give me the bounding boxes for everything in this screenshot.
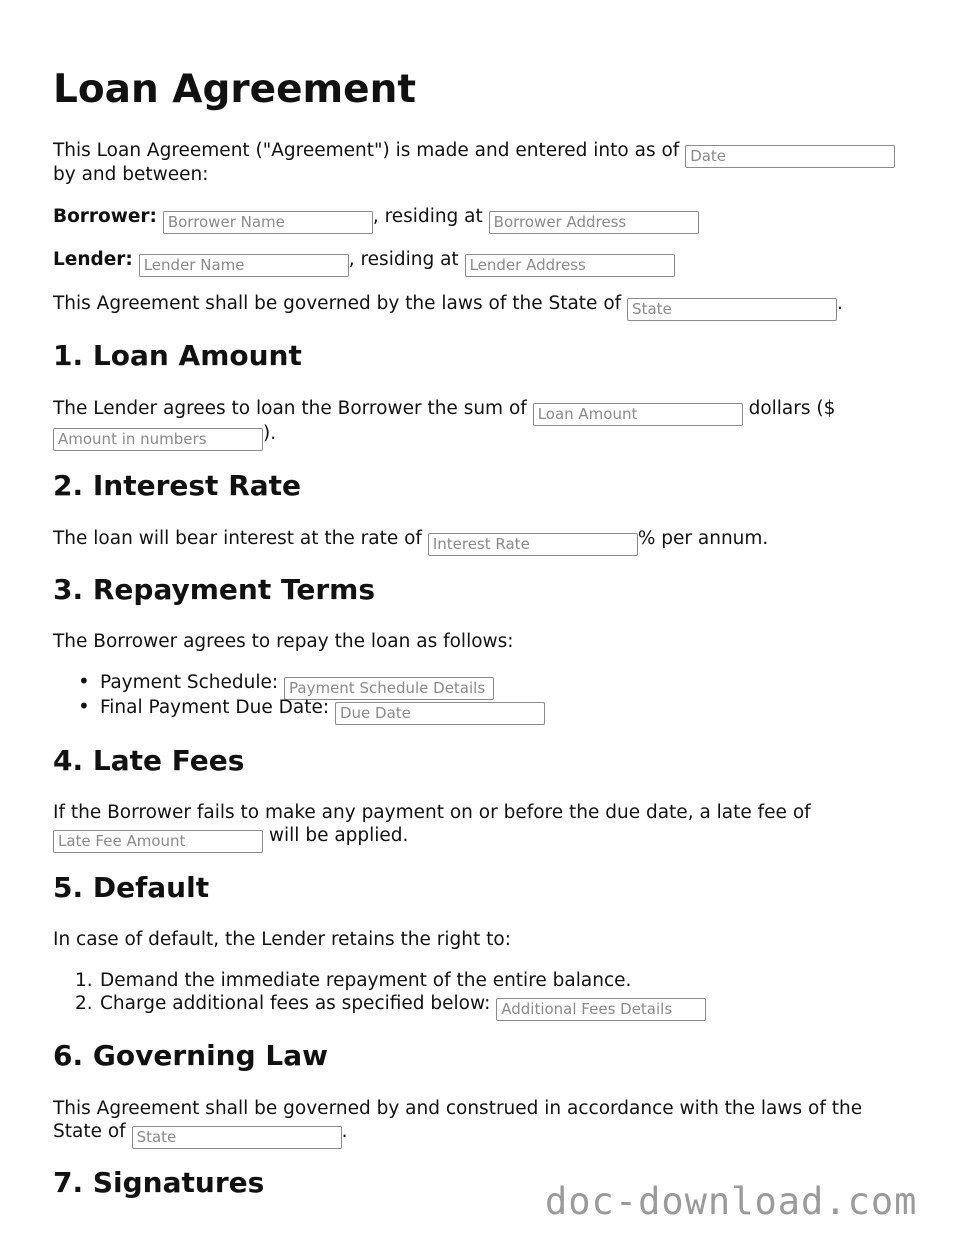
governed-line: [53, 292, 843, 321]
governed-end: .: [837, 293, 843, 314]
late-fee-suffix: will be applied.: [268, 825, 409, 846]
interest-text: The loan will bear interest at the rate of: [53, 528, 422, 549]
bullet-icon: •: [78, 694, 90, 718]
governed-text: This Agreement shall be governed by the laws of the State of: [53, 293, 622, 314]
loan-amount-input[interactable]: [533, 403, 743, 426]
due-date-item: [100, 696, 545, 725]
governing-law-text: This Agreement shall be governed by and construed in accordance with the laws of the: [53, 1098, 863, 1119]
default-text: In case of default, the Lender retains the right to:: [53, 929, 511, 950]
late-fee-line: [53, 824, 408, 853]
section-6-heading: 6. Governing Law: [53, 1039, 328, 1072]
borrower-label: Borrower:: [53, 206, 157, 227]
repayment-text: The Borrower agrees to repay the loan as follows:: [53, 631, 514, 652]
additional-fees-input[interactable]: [496, 998, 706, 1021]
governing-end: .: [341, 1121, 348, 1142]
lender-address-input[interactable]: [465, 254, 675, 277]
section-7-heading: 7. Signatures: [53, 1166, 265, 1199]
lender-line: [53, 248, 675, 277]
borrower-residing-text: , residing at: [372, 206, 483, 227]
section-4-heading: 4. Late Fees: [53, 744, 245, 777]
interest-rate-input[interactable]: [428, 533, 638, 556]
list-number: 1.: [75, 970, 93, 991]
lender-name-input[interactable]: [139, 254, 349, 277]
governing-state-line: [53, 1120, 347, 1149]
watermark-text: doc-download.com: [545, 1180, 918, 1223]
default-item-2-text: Charge additional fees as specified below:: [100, 993, 491, 1014]
due-date-label: Final Payment Due Date:: [100, 697, 330, 718]
late-fee-text: If the Borrower fails to make any payment on or before the due date, a late fee of: [53, 802, 811, 823]
dollars-text: dollars ($: [748, 398, 836, 419]
intro-continuation: by and between:: [53, 164, 209, 185]
amount-end: ).: [263, 423, 277, 444]
payment-schedule-label: Payment Schedule:: [100, 672, 279, 693]
page-title: Loan Agreement: [53, 67, 417, 112]
lender-label: Lender:: [53, 249, 133, 270]
amount-numbers-input[interactable]: [53, 428, 263, 451]
borrower-name-input[interactable]: [163, 211, 373, 234]
governing-state-input[interactable]: [132, 1126, 342, 1149]
bullet-icon: •: [78, 669, 90, 693]
amount-numbers-line: [53, 422, 276, 451]
section-5-heading: 5. Default: [53, 871, 210, 904]
intro-text: This Loan Agreement ("Agreement") is made and entered into as of: [53, 140, 680, 161]
borrower-address-input[interactable]: [489, 211, 699, 234]
interest-suffix: % per annum.: [637, 528, 769, 549]
section-3-heading: 3. Repayment Terms: [53, 573, 375, 606]
governing-state-text: State of: [53, 1121, 126, 1142]
section-2-heading: 2. Interest Rate: [53, 469, 302, 502]
default-item-1: Demand the immediate repayment of the entire balance.: [100, 970, 632, 991]
loan-amount-text: The Lender agrees to loan the Borrower the sum of: [53, 398, 527, 419]
due-date-input[interactable]: [335, 702, 545, 725]
lender-residing-text: , residing at: [348, 249, 459, 270]
section-1-heading: 1. Loan Amount: [53, 339, 302, 372]
date-input[interactable]: [685, 145, 895, 168]
borrower-line: [53, 205, 699, 234]
state-input[interactable]: [627, 298, 837, 321]
list-number: 2.: [75, 993, 93, 1014]
interest-line: [53, 527, 768, 556]
late-fee-input[interactable]: [53, 830, 263, 853]
default-item-2: [100, 992, 706, 1021]
